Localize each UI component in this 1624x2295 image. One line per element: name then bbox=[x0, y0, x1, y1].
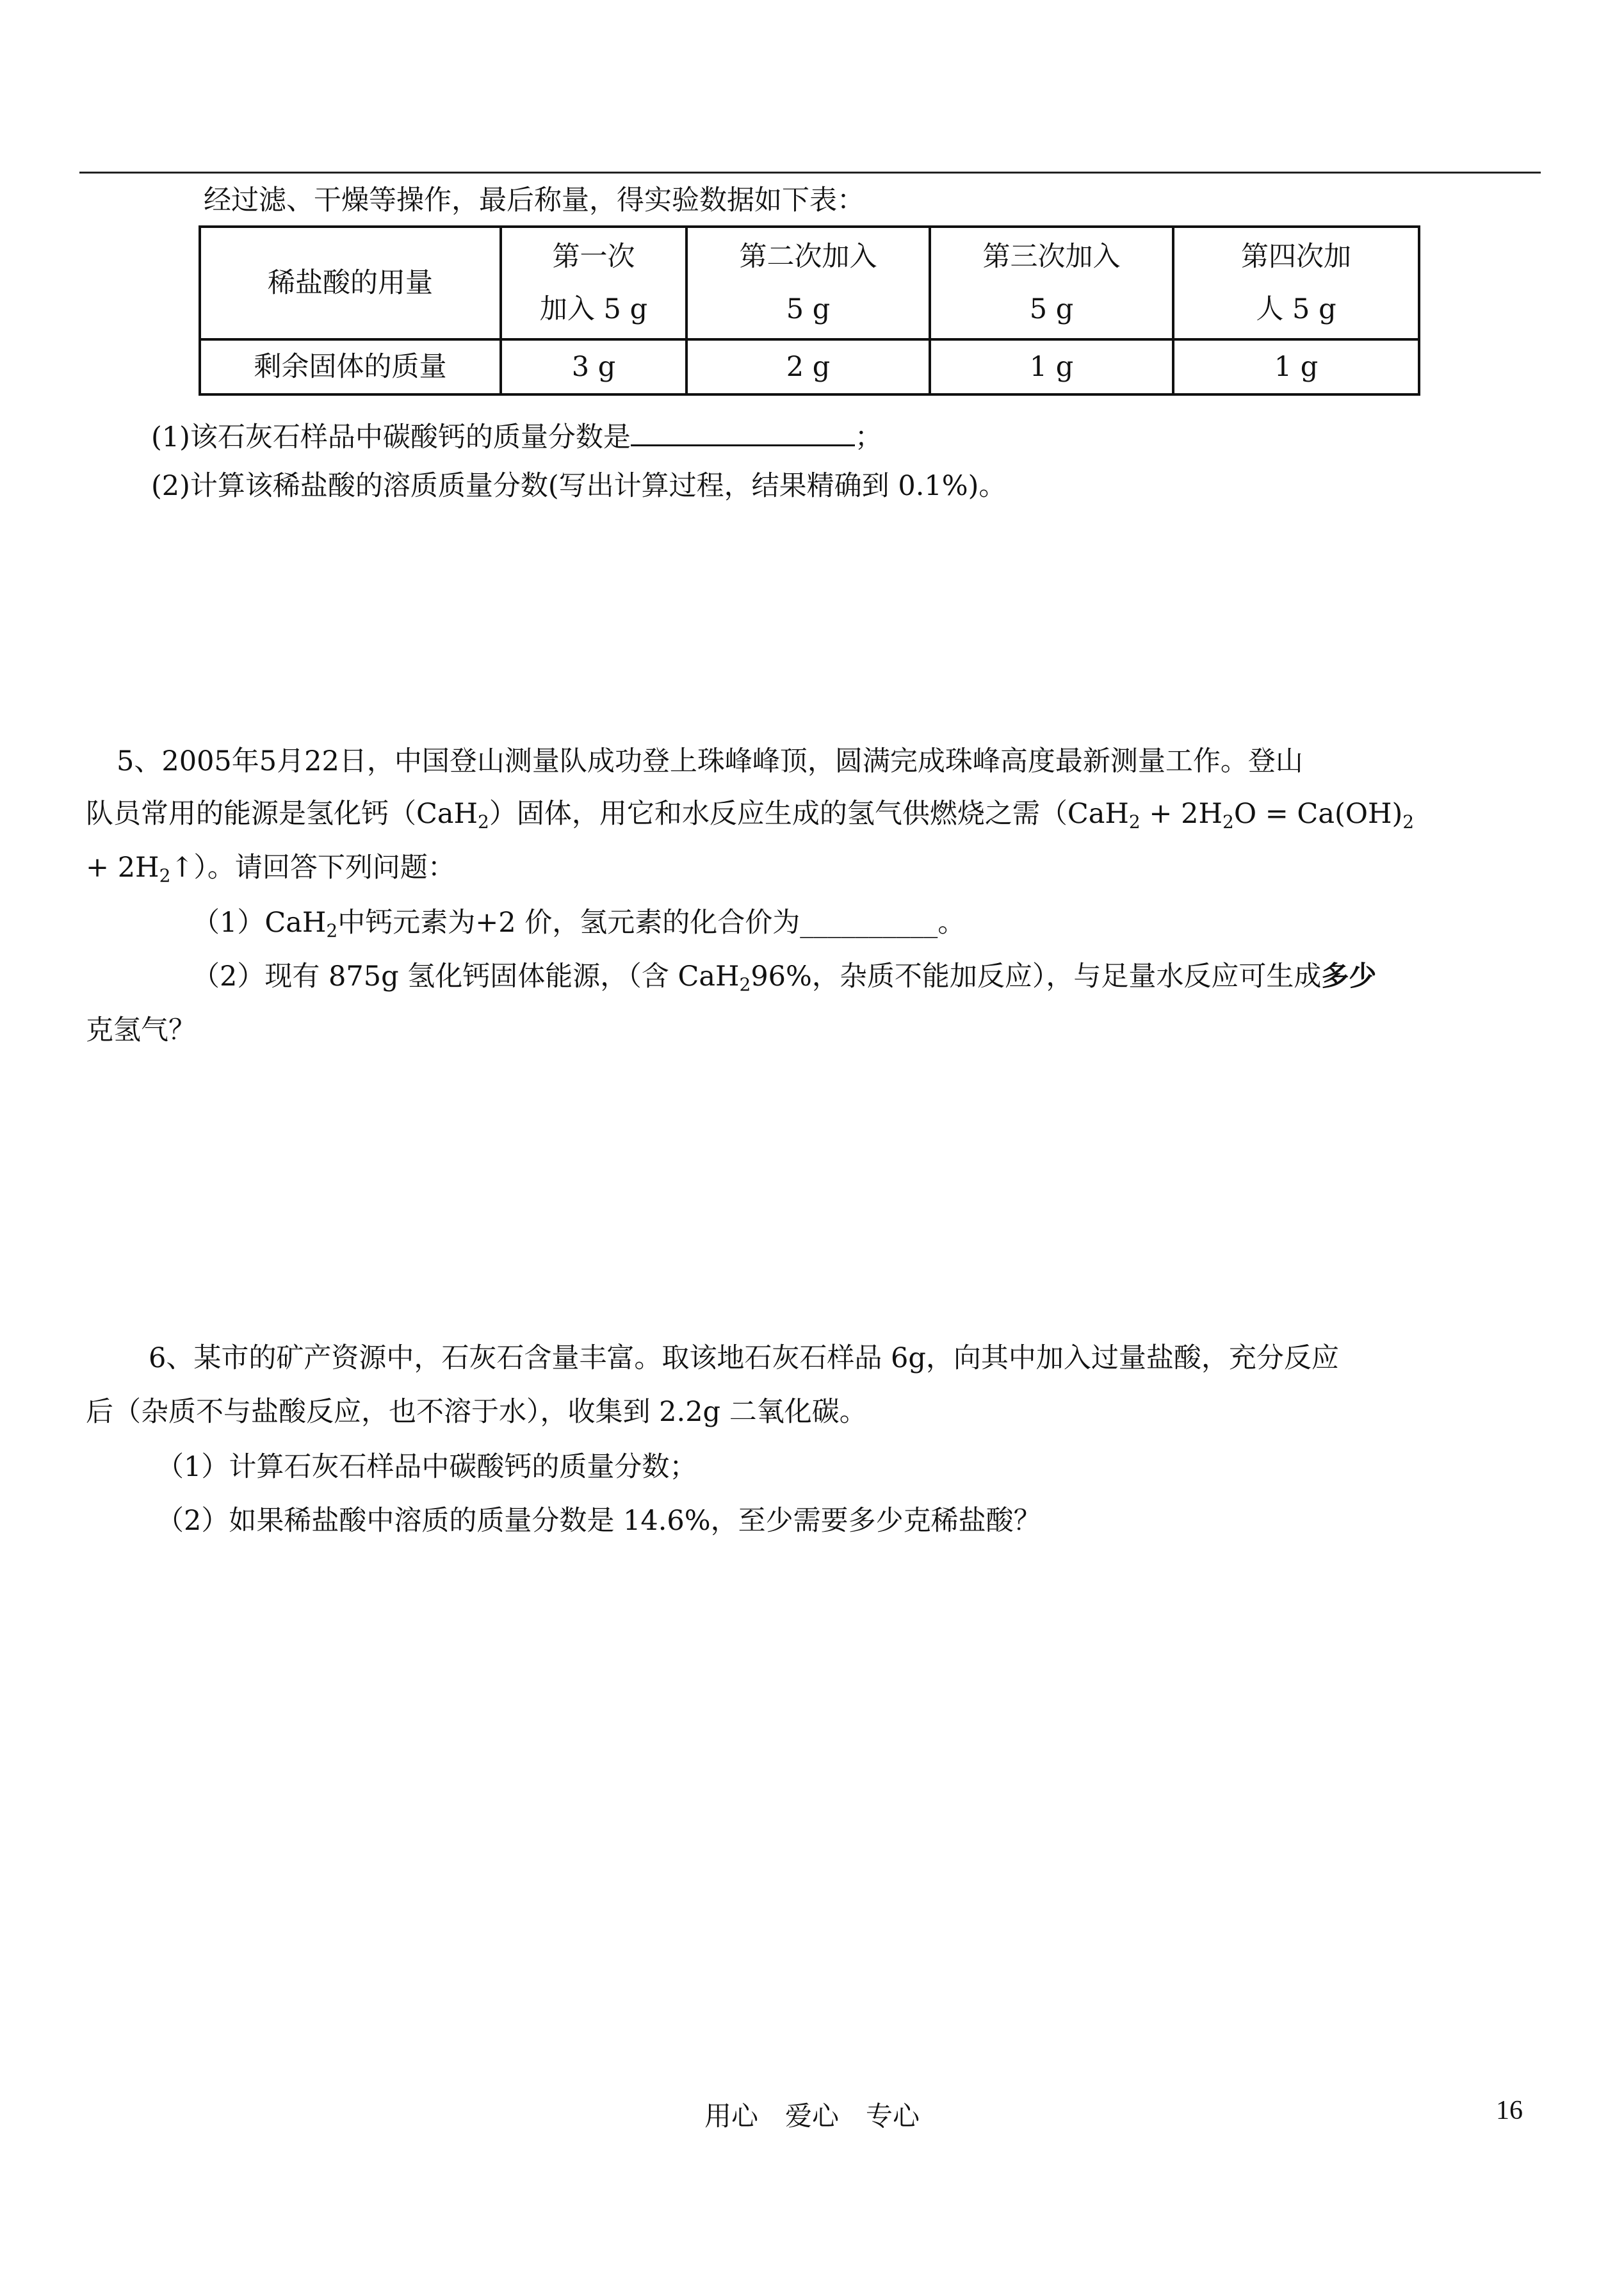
table-row bbox=[200, 227, 1419, 339]
q5-part2-end: 克氢气？ bbox=[86, 1014, 196, 1046]
table-cell: 1 g bbox=[1173, 339, 1419, 394]
q6-line2: 后（杂质不与盐酸反应，也不溶于水），收集到 2.2g 二氧化碳。 bbox=[86, 1396, 867, 1428]
table-cell: 1 g bbox=[930, 339, 1173, 394]
answer-blank[interactable] bbox=[631, 419, 855, 446]
q5-line1: 5、2005年5月22日，中国登山测量队成功登上珠峰峰顶，圆满完成珠峰高度最新测量工作。登山 bbox=[117, 745, 1303, 777]
q5-part2: （2）现有 875g 氢化钙固体能源，（含 CaH$_2$96%，杂质不能加反应），与足量水反应可生成多少 bbox=[192, 961, 1377, 995]
q5-line3: + $2H_2↑$）。请回答下列问题： bbox=[86, 852, 455, 886]
row-label-acid-amount: 稀盐酸的用量 bbox=[200, 227, 501, 339]
table-cell: 第三次加入 5 g bbox=[930, 227, 1173, 339]
q6-part2: （2）如果稀盐酸中溶质的质量分数是 14.6%，至少需要多少克稀盐酸？ bbox=[156, 1505, 1041, 1537]
q6-part1: （1）计算石灰石样品中碳酸钙的质量分数； bbox=[156, 1451, 697, 1483]
table-row bbox=[200, 339, 1419, 394]
table-cell: 第二次加入 5 g bbox=[686, 227, 930, 339]
footer-motto: 用心 爱心 专心 bbox=[704, 2100, 920, 2132]
answer-blank[interactable]: __________ bbox=[800, 907, 938, 939]
table-cell: 2 g bbox=[686, 339, 930, 394]
q4-part1: (1)该石灰石样品中碳酸钙的质量分数是 ； bbox=[151, 419, 882, 451]
q5-line2: 队员常用的能源是氢化钙（CaH$_2$）固体，用它和水反应生成的氢气供燃烧之需（$CaH_2 + 2H_2O = Ca(OH)_2$ bbox=[86, 798, 1415, 832]
header-rule bbox=[79, 172, 1541, 174]
q5-part1: （1）CaH$_2$中钙元素为+2 价，氢元素的化合价为__________。 bbox=[192, 907, 966, 941]
data-table bbox=[199, 225, 1420, 396]
page-number: 16 bbox=[1496, 2096, 1523, 2125]
row-label-residue-mass: 剩余固体的质量 bbox=[200, 339, 501, 394]
table-cell: 第四次加 人 5 g bbox=[1173, 227, 1419, 339]
table-cell: 第一次 加入 5 g bbox=[501, 227, 686, 339]
table-cell: 3 g bbox=[501, 339, 686, 394]
q6-line1: 6、某市的矿产资源中，石灰石含量丰富。取该地石灰石样品 6g，向其中加入过量盐酸，充分反应 bbox=[149, 1342, 1339, 1374]
intro-text: 经过滤、干燥等操作，最后称量，得实验数据如下表： bbox=[204, 184, 865, 216]
q4-part2: (2)计算该稀盐酸的溶质质量分数(写出计算过程，结果精确到 0.1%)。 bbox=[151, 470, 1007, 502]
